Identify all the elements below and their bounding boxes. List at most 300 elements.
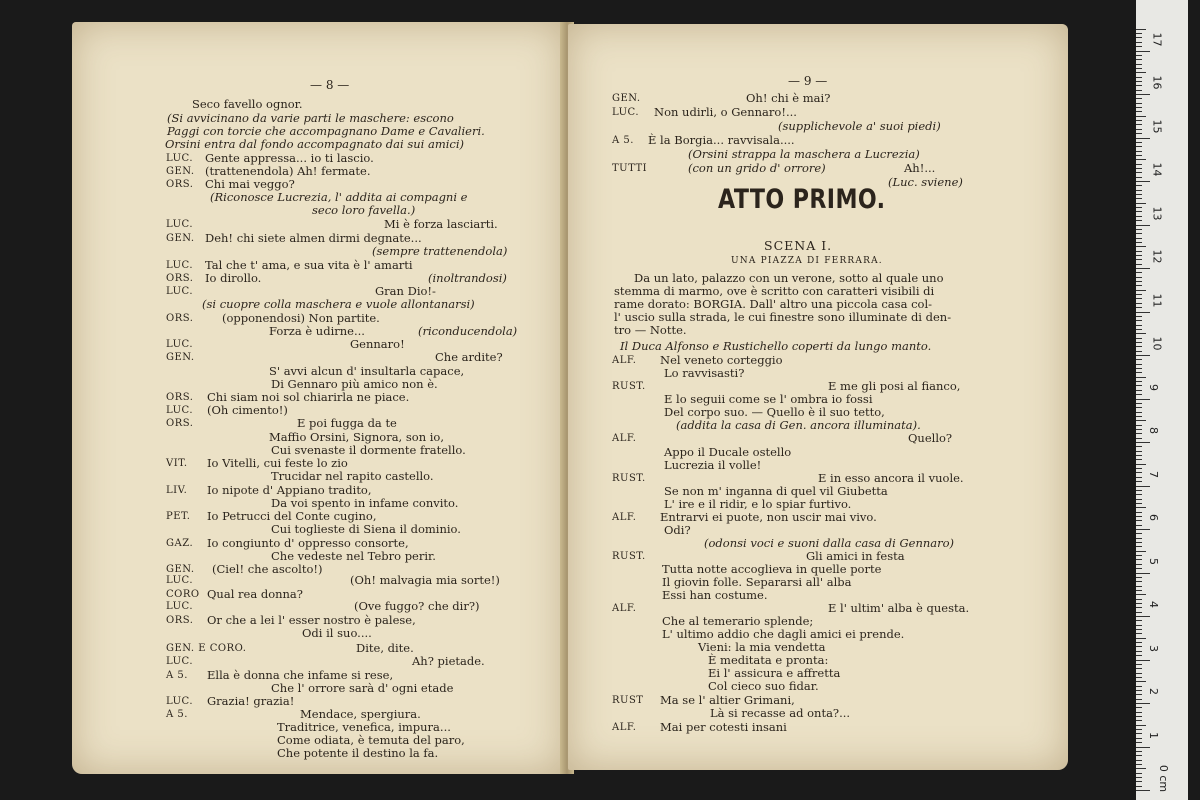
ruler-tick: [1136, 168, 1142, 169]
right-page-text-line: Appo il Ducale ostello: [664, 445, 792, 459]
ruler-tick: [1136, 694, 1142, 695]
ruler-tick: [1136, 616, 1150, 617]
left-page-text-line: Orsini entra dal fondo accompagnato dai sui amici): [165, 137, 465, 151]
left-page-speaker: ORS.: [166, 313, 194, 324]
left-page-speaker: A 5.: [166, 709, 188, 720]
ruler-number: 1: [1147, 731, 1160, 739]
ruler-tick: [1136, 277, 1142, 278]
ruler-tick: [1136, 285, 1142, 286]
right-page-speaker: RUST.: [612, 551, 646, 562]
ruler-tick: [1136, 481, 1142, 482]
right-page-text-line: Entrarvi ei puote, non uscir mai vivo.: [660, 510, 877, 524]
ruler-tick: [1136, 264, 1142, 265]
ruler-tick: [1136, 142, 1142, 143]
ruler-number: 7: [1147, 470, 1160, 478]
left-page-speaker: CORO: [166, 589, 200, 600]
ruler-tick: [1136, 633, 1142, 634]
right-page-text-line: Vieni: la mia vendetta: [698, 640, 826, 654]
ruler-tick: [1136, 294, 1142, 295]
ruler-tick: [1136, 281, 1142, 282]
left-page-text-line: Di Gennaro più amico non è.: [271, 377, 438, 391]
left-page-text-line: Mi è forza lasciarti.: [384, 217, 498, 231]
ruler-tick: [1136, 246, 1146, 247]
ruler-tick: [1136, 68, 1142, 69]
left-page-text-line: (inoltrandosi): [428, 271, 507, 285]
left-page-text-line: Gennaro!: [350, 337, 405, 351]
ruler-tick: [1136, 564, 1142, 565]
ruler-number: 8: [1147, 427, 1160, 434]
right-page-text-line: Se non m' inganna di quel vil Giubetta: [664, 484, 888, 498]
right-page-text-line: Tutta notte accoglieva in quelle porte: [662, 562, 882, 576]
ruler-tick: [1136, 181, 1150, 182]
ruler-tick: [1136, 742, 1142, 743]
left-page-speaker: LUC.: [166, 260, 193, 271]
left-page-speaker: ORS.: [166, 418, 194, 429]
ruler-tick: [1136, 559, 1142, 560]
ruler-tick: [1136, 664, 1142, 665]
ruler-tick: [1136, 320, 1142, 321]
left-page-text-line: Chi mai veggo?: [205, 177, 295, 191]
ruler-tick: [1136, 764, 1142, 765]
ruler-tick: [1136, 372, 1142, 373]
left-page-text-line: (Ove fuggo? che dir?): [354, 599, 480, 613]
ruler-number: 5: [1147, 557, 1160, 565]
left-page-text-line: Io congiunto d' oppresso consorte,: [207, 536, 409, 550]
right-page-text-line: Mai per cotesti insani: [660, 720, 787, 734]
right-page-speaker: RUST: [612, 695, 644, 706]
right-page-text-line: (Luc. sviene): [888, 175, 963, 189]
scene-title: SCENA I.: [764, 238, 833, 253]
ruler-tick: [1136, 725, 1146, 726]
ruler-tick: [1136, 159, 1146, 160]
ruler-tick: [1136, 660, 1150, 661]
left-page-text-line: Traditrice, venefica, impura...: [277, 720, 451, 734]
ruler-tick: [1136, 760, 1142, 761]
left-page-text-line: Paggi con torcie che accompagnano Dame e Cavalieri.: [167, 124, 485, 138]
right-page-text-line: tro — Notte.: [614, 323, 687, 337]
left-page-text-line: Or che a lei l' esser nostro è palese,: [207, 613, 416, 627]
left-page-text-line: Odi il suo....: [302, 626, 372, 640]
ruler-tick: [1136, 220, 1142, 221]
ruler-tick: [1136, 225, 1150, 226]
ruler-tick: [1136, 90, 1142, 91]
right-page-speaker: GEN.: [612, 93, 641, 104]
ruler-tick: [1136, 403, 1142, 404]
ruler-tick: [1136, 364, 1142, 365]
ruler-tick: [1136, 381, 1142, 382]
ruler-tick: [1136, 129, 1142, 130]
left-page-text-line: Io Petrucci del Conte cugino,: [207, 509, 377, 523]
ruler-tick: [1136, 468, 1142, 469]
ruler-tick: [1136, 638, 1146, 639]
left-page-speaker: LUC.: [166, 339, 193, 350]
right-page-text-line: Lo ravvisasti?: [664, 366, 745, 380]
ruler-tick: [1136, 494, 1142, 495]
left-page-speaker: A 5.: [166, 670, 188, 681]
right-page-text-line: Che al temerario splende;: [662, 614, 814, 628]
ruler-tick: [1136, 325, 1142, 326]
left-page-text-line: (Ciel! che ascolto!): [212, 562, 323, 576]
left-page-speaker: GEN. E CORO.: [166, 643, 247, 654]
left-page-speaker: LUC.: [166, 153, 193, 164]
right-page-text-line: E lo seguii come se l' ombra io fossi: [664, 392, 873, 406]
ruler-tick: [1136, 786, 1142, 787]
ruler-tick: [1136, 164, 1142, 165]
ruler-tick: [1136, 425, 1142, 426]
ruler-tick: [1136, 329, 1142, 330]
ruler-tick: [1136, 568, 1142, 569]
ruler-tick: [1136, 651, 1142, 652]
right-page-speaker: A 5.: [612, 135, 634, 146]
left-page-speaker: GAZ.: [166, 538, 194, 549]
ruler-tick: [1136, 238, 1142, 239]
ruler-tick: [1136, 359, 1142, 360]
ruler-tick: [1136, 538, 1142, 539]
right-page-text-line: Ei l' assicura e affretta: [708, 666, 841, 680]
ruler-tick: [1136, 351, 1142, 352]
left-page-text-line: (si cuopre colla maschera e vuole allontanarsi): [202, 297, 475, 311]
ruler-tick: [1136, 590, 1142, 591]
right-page-text-line: Lucrezia il volle!: [664, 458, 762, 472]
ruler-number: 13: [1150, 206, 1164, 220]
left-page-text-line: (trattenendola) Ah! fermate.: [205, 164, 371, 178]
left-page-number: — 8 —: [310, 78, 350, 92]
right-page-text-line: Da un lato, palazzo con un verone, sotto al quale uno: [634, 271, 944, 285]
left-page-text-line: (Riconosce Lucrezia, l' addita ai compagni e: [210, 190, 468, 204]
ruler-tick: [1136, 703, 1150, 704]
right-page-text-line: (supplichevole a' suoi piedi): [778, 119, 941, 133]
left-page-text-line: Trucidar nel rapito castello.: [271, 469, 434, 483]
scene-place: UNA PIAZZA DI FERRARA.: [731, 256, 883, 266]
ruler-tick: [1136, 499, 1142, 500]
left-page-text-line: Chi siam noi sol chiarirla ne piace.: [207, 390, 410, 404]
right-page: [568, 24, 1068, 770]
ruler-tick: [1136, 716, 1142, 717]
ruler-tick: [1136, 542, 1142, 543]
ruler-tick: [1136, 459, 1142, 460]
ruler-tick: [1136, 203, 1146, 204]
ruler-tick: [1136, 603, 1142, 604]
ruler-tick: [1136, 103, 1142, 104]
left-page-speaker: LUC.: [166, 405, 193, 416]
ruler-number: 17: [1150, 32, 1164, 46]
ruler-tick: [1136, 46, 1142, 47]
right-page-speaker: ALF.: [612, 355, 637, 366]
ruler-tick: [1136, 307, 1142, 308]
left-page-speaker: LUC.: [166, 656, 193, 667]
ruler-tick: [1136, 298, 1142, 299]
ruler-tick: [1136, 385, 1142, 386]
ruler-number: 9: [1147, 383, 1160, 391]
left-page-speaker: PET.: [166, 511, 191, 522]
left-page-text-line: Gran Dio!-: [375, 284, 436, 298]
ruler-tick: [1136, 185, 1142, 186]
ruler-tick: [1136, 255, 1142, 256]
ruler-tick: [1136, 233, 1142, 234]
ruler-tick: [1136, 394, 1142, 395]
ruler-tick: [1136, 216, 1142, 217]
ruler-tick: [1136, 707, 1142, 708]
ruler-tick: [1136, 546, 1142, 547]
ruler-tick: [1136, 151, 1142, 152]
ruler-number: 0 cm: [1157, 764, 1171, 793]
left-page-text-line: Io nipote d' Appiano tradito,: [207, 483, 372, 497]
ruler-tick: [1136, 59, 1142, 60]
ruler-tick: [1136, 503, 1142, 504]
right-page-speaker: ALF.: [612, 433, 637, 444]
ruler-tick: [1136, 29, 1146, 30]
left-page-speaker: LUC.: [166, 219, 193, 230]
ruler-tick: [1136, 399, 1150, 400]
ruler-number: 2: [1147, 688, 1160, 695]
left-page-text-line: Io Vitelli, cui feste lo zio: [207, 456, 348, 470]
left-page-text-line: Io dirollo.: [205, 271, 262, 285]
left-page-text-line: (sempre trattenendola): [372, 244, 508, 258]
left-page-text-line: Cui toglieste di Siena il dominio.: [271, 522, 461, 536]
ruler-tick: [1136, 242, 1142, 243]
ruler-tick: [1136, 729, 1142, 730]
left-page-text-line: Che ardite?: [435, 350, 503, 364]
ruler-number: 15: [1150, 119, 1164, 133]
left-page-speaker: LIV.: [166, 485, 188, 496]
ruler-tick: [1136, 777, 1142, 778]
ruler-tick: [1136, 512, 1142, 513]
right-page-text-line: E in esso ancora il vuole.: [818, 471, 964, 485]
ruler-tick: [1136, 116, 1146, 117]
ruler-tick: [1136, 368, 1142, 369]
left-page-text-line: S' avvi alcun d' insultarla capace,: [269, 364, 465, 378]
right-page-text-line: È la Borgia... ravvisala....: [648, 133, 795, 147]
ruler-tick: [1136, 85, 1142, 86]
ruler-tick: [1136, 290, 1146, 291]
left-page-text-line: Che l' orrore sarà d' ogni etade: [271, 681, 454, 695]
ruler-tick: [1136, 377, 1146, 378]
right-page-text-line: Gli amici in festa: [806, 549, 905, 563]
right-page-text-line: Non udirli, o Gennaro!...: [654, 105, 797, 119]
left-page-speaker: LUC.: [166, 286, 193, 297]
ruler-tick: [1136, 194, 1142, 195]
right-page-text-line: stemma di marmo, ove è scritto con caratteri visibili di: [614, 284, 935, 298]
ruler-tick: [1136, 446, 1142, 447]
ruler-tick: [1136, 72, 1146, 73]
ruler-tick: [1136, 612, 1142, 613]
ruler-tick: [1136, 98, 1142, 99]
right-page-text-line: l' uscio sulla strada, le cui finestre sono illuminate di den-: [614, 310, 952, 324]
right-page-speaker: ALF.: [612, 603, 637, 614]
left-page-speaker: GEN.: [166, 166, 195, 177]
ruler-tick: [1136, 155, 1142, 156]
ruler-tick: [1136, 690, 1142, 691]
right-page-text-line: Ah!...: [904, 161, 936, 175]
ruler-tick: [1136, 555, 1142, 556]
right-page-text-line: Il Duca Alfonso e Rustichello coperti da lungo manto.: [620, 339, 932, 353]
ruler-tick: [1136, 781, 1142, 782]
ruler-number: 14: [1150, 162, 1164, 177]
ruler-tick: [1136, 342, 1142, 343]
left-page-text-line: Ella è donna che infame si rese,: [207, 668, 394, 682]
act-title: ATTO PRIMO.: [718, 184, 886, 215]
measurement-ruler: [1136, 0, 1188, 800]
ruler-tick: [1136, 390, 1142, 391]
left-page-text-line: Che vedeste nel Tebro perir.: [271, 549, 436, 563]
ruler-tick: [1136, 42, 1142, 43]
right-page-number: — 9 —: [788, 74, 828, 88]
ruler-tick: [1136, 472, 1142, 473]
ruler-tick: [1136, 712, 1142, 713]
ruler-tick: [1136, 620, 1142, 621]
ruler-tick: [1136, 673, 1142, 674]
right-page-text-line: (addita la casa di Gen. ancora illuminata).: [676, 418, 921, 432]
right-page-text-line: (odonsi voci e suoni dalla casa di Gennaro): [704, 536, 955, 550]
ruler-tick: [1136, 316, 1142, 317]
left-page-text-line: Maffio Orsini, Signora, son io,: [269, 430, 445, 444]
left-page-text-line: Gente appressa... io ti lascio.: [205, 151, 374, 165]
ruler-tick: [1136, 646, 1142, 647]
ruler-tick: [1136, 338, 1142, 339]
ruler-tick: [1136, 177, 1142, 178]
ruler-tick: [1136, 790, 1150, 791]
left-page: [72, 22, 564, 774]
right-page-text-line: È meditata e pronta:: [708, 653, 829, 667]
right-page-text-line: L' ultimo addio che dagli amici ei prende.: [662, 627, 905, 641]
right-page-text-line: L' ire e il ridir, e lo spiar furtivo.: [664, 497, 852, 511]
ruler-tick: [1136, 346, 1142, 347]
ruler-tick: [1136, 442, 1150, 443]
left-page-speaker: ORS.: [166, 615, 194, 626]
ruler-tick: [1136, 594, 1146, 595]
right-page-speaker: LUC.: [612, 107, 639, 118]
ruler-tick: [1136, 207, 1142, 208]
ruler-tick: [1136, 599, 1142, 600]
right-page-text-line: E l' ultim' alba è questa.: [828, 601, 970, 615]
right-page-speaker: ALF.: [612, 722, 637, 733]
right-page-text-line: Del corpo suo. — Quello è il suo tetto,: [664, 405, 885, 419]
ruler-tick: [1136, 720, 1142, 721]
ruler-tick: [1136, 107, 1142, 108]
left-page-text-line: (Oh cimento!): [207, 403, 288, 417]
right-page-text-line: Oh! chi è mai?: [746, 91, 831, 105]
ruler-tick: [1136, 333, 1146, 334]
ruler-tick: [1136, 33, 1142, 34]
ruler-number: 11: [1150, 293, 1164, 307]
ruler-tick: [1136, 677, 1142, 678]
right-page-text-line: Ma se l' altier Grimani,: [660, 693, 795, 707]
ruler-tick: [1136, 625, 1142, 626]
ruler-tick: [1136, 525, 1142, 526]
right-page-text-line: E me gli posi al fianco,: [828, 379, 961, 393]
left-page-text-line: Come odiata, è temuta del paro,: [277, 733, 465, 747]
ruler-tick: [1136, 412, 1142, 413]
left-page-text-line: Cui svenaste il dormente fratello.: [271, 443, 466, 457]
ruler-tick: [1136, 211, 1142, 212]
right-page-text-line: Il giovin folle. Separarsi all' alba: [662, 575, 852, 589]
ruler-tick: [1136, 416, 1142, 417]
right-page-speaker: ALF.: [612, 512, 637, 523]
ruler-tick: [1136, 455, 1142, 456]
ruler-tick: [1136, 490, 1142, 491]
ruler-tick: [1136, 55, 1142, 56]
ruler-tick: [1136, 312, 1150, 313]
left-page-text-line: Mendace, spergiura.: [300, 707, 421, 721]
ruler-tick: [1136, 738, 1142, 739]
left-page-text-line: Tal che t' ama, e sua vita è l' amarti: [205, 258, 413, 272]
ruler-tick: [1136, 768, 1146, 769]
ruler-tick: [1136, 64, 1142, 65]
left-page-text-line: Forza è udirne...: [269, 324, 365, 338]
ruler-tick: [1136, 733, 1142, 734]
left-page-speaker: ORS.: [166, 179, 194, 190]
ruler-number: 6: [1147, 514, 1160, 521]
right-page-speaker: TUTTI: [612, 163, 648, 174]
ruler-tick: [1136, 520, 1142, 521]
ruler-tick: [1136, 655, 1142, 656]
left-page-text-line: Deh! chi siete almen dirmi degnate...: [205, 231, 422, 245]
right-page-text-line: Là si recasse ad onta?...: [710, 706, 851, 720]
right-page-text-line: (Orsini strappa la maschera a Lucrezia): [688, 147, 920, 161]
left-page-text-line: Grazia! grazia!: [207, 694, 295, 708]
ruler-tick: [1136, 438, 1142, 439]
ruler-tick: [1136, 433, 1142, 434]
left-page-text-line: Seco favello ognor.: [192, 97, 303, 111]
ruler-tick: [1136, 533, 1142, 534]
left-page-speaker: ORS.: [166, 392, 194, 403]
ruler-tick: [1136, 259, 1142, 260]
ruler-tick: [1136, 138, 1150, 139]
left-page-speaker: LUC.: [166, 696, 193, 707]
ruler-tick: [1136, 773, 1142, 774]
left-page-text-line: (Oh! malvagia mia sorte!): [350, 573, 500, 587]
ruler-tick: [1136, 420, 1146, 421]
ruler-tick: [1136, 51, 1150, 52]
ruler-tick: [1136, 629, 1142, 630]
ruler-tick: [1136, 272, 1142, 273]
ruler-tick: [1136, 668, 1142, 669]
ruler-tick: [1136, 747, 1150, 748]
ruler-tick: [1136, 429, 1142, 430]
ruler-tick: [1136, 94, 1150, 95]
ruler-tick: [1136, 229, 1142, 230]
right-page-speaker: RUST.: [612, 381, 646, 392]
ruler-number: 4: [1147, 601, 1160, 608]
ruler-tick: [1136, 251, 1142, 252]
ruler-tick: [1136, 586, 1142, 587]
left-page-text-line: Da voi spento in infame convito.: [271, 496, 459, 510]
ruler-number: 16: [1150, 75, 1164, 90]
ruler-tick: [1136, 699, 1142, 700]
left-page-text-line: (Si avvicinano da varie parti le maschere: escono: [167, 111, 454, 125]
ruler-tick: [1136, 642, 1142, 643]
right-page-text-line: (con un grido d' orrore): [688, 161, 826, 175]
ruler-tick: [1136, 477, 1142, 478]
ruler-tick: [1136, 755, 1142, 756]
ruler-tick: [1136, 190, 1142, 191]
left-page-speaker: VIT.: [166, 458, 188, 469]
left-page-text-line: (opponendosi) Non partite.: [222, 311, 380, 325]
ruler-tick: [1136, 581, 1142, 582]
ruler-tick: [1136, 124, 1142, 125]
right-page-text-line: Quello?: [908, 431, 953, 445]
left-page-speaker: GEN.: [166, 233, 195, 244]
ruler-tick: [1136, 516, 1142, 517]
ruler-tick: [1136, 120, 1142, 121]
ruler-tick: [1136, 303, 1142, 304]
right-page-text-line: Nel veneto corteggio: [660, 353, 783, 367]
ruler-tick: [1136, 133, 1142, 134]
ruler-tick: [1136, 407, 1142, 408]
ruler-tick: [1136, 81, 1142, 82]
left-page-speaker: GEN.: [166, 352, 195, 363]
ruler-number: 10: [1150, 336, 1164, 351]
